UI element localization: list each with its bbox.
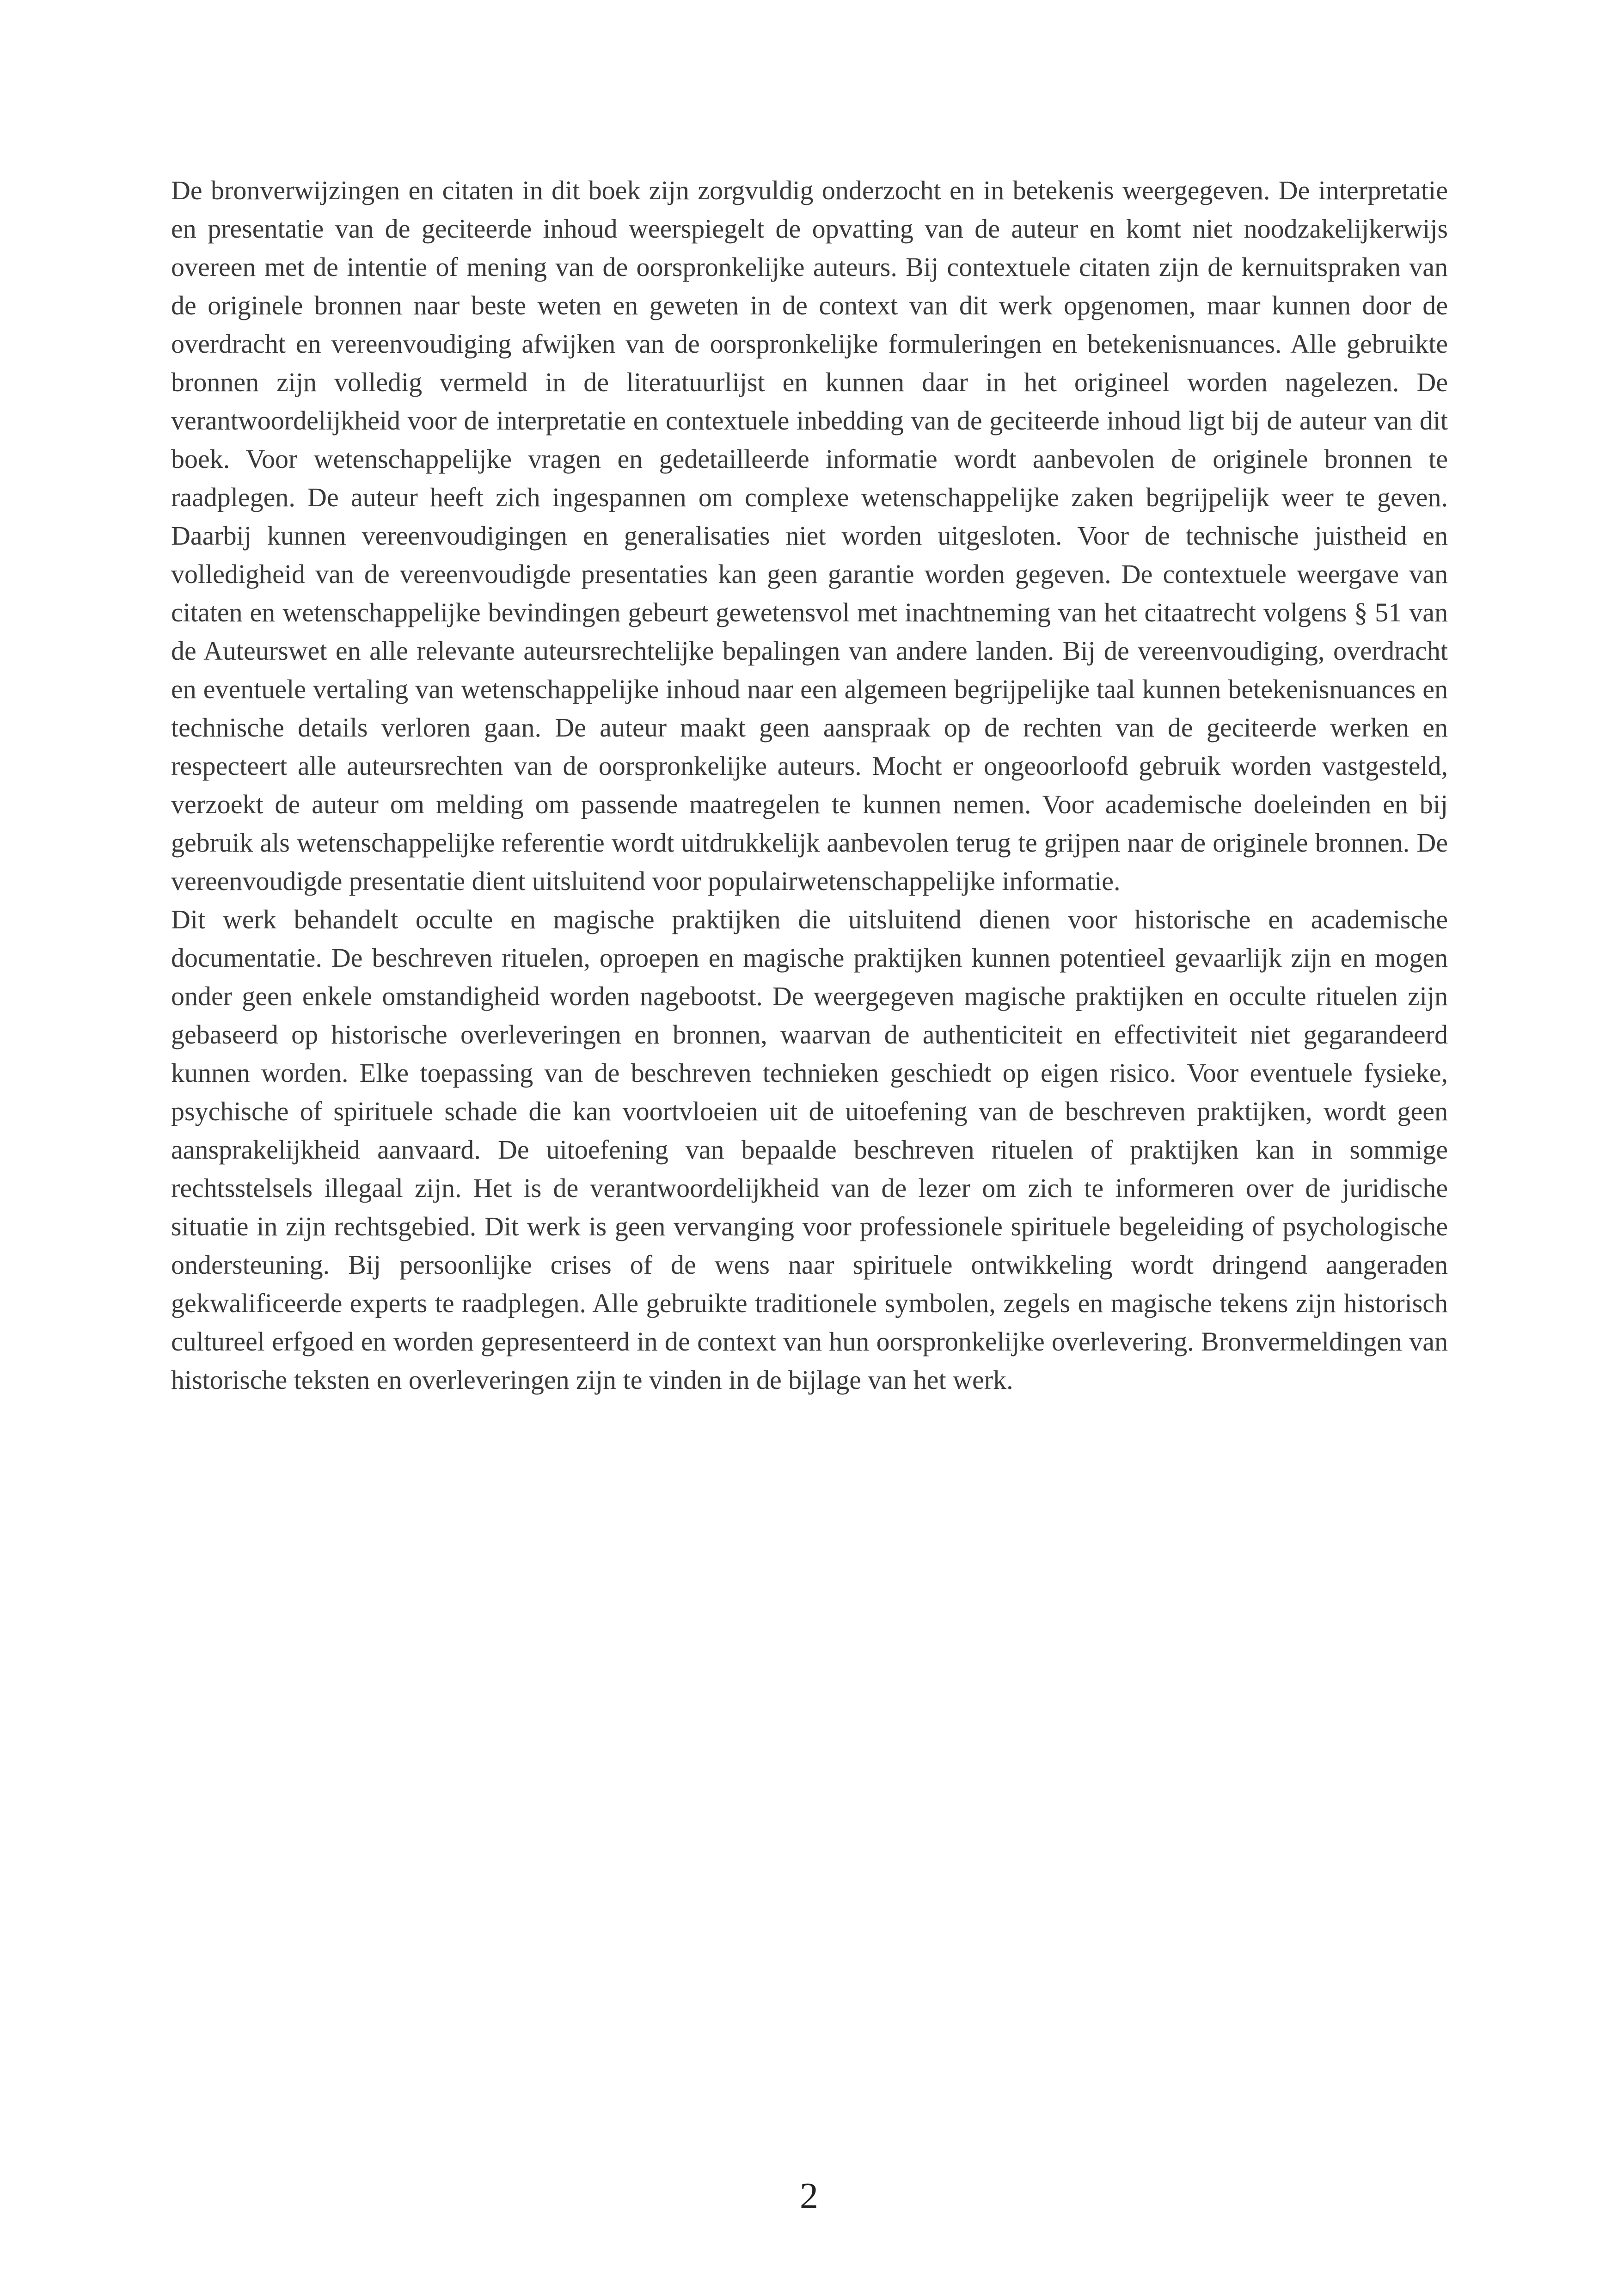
body-text <box>171 171 1448 1399</box>
paragraph-sources-disclaimer: De bronverwijzingen en citaten in dit boek zijn zorgvuldig onderzocht en in betekenis weergegeven. De interpretatie en presentatie van de geciteerde inhoud weerspiegelt de opvatting van de auteur en komt niet noodzakelijkerwijs overeen met de intentie of mening van de oorspronkelijke auteurs. Bij contextuele citaten zijn de kernuitspraken van de originele bronnen naar beste weten en geweten in de context van dit werk opgenomen, maar kunnen door de overdracht en vereenvoudiging afwijken van de oorspronkelijke formuleringen en betekenisnuances. Alle gebruikte bronnen zijn volledig vermeld in de literatuurlijst en kunnen daar in het origineel worden nagelezen. De verantwoordelijkheid voor de interpretatie en contextuele inbedding van de geciteerde inhoud ligt bij de auteur van dit boek. Voor wetenschappelijke vragen en gedetailleerde informatie wordt aanbevolen de originele bronnen te raadplegen. De auteur heeft zich ingespannen om complexe wetenschappelijke zaken begrijpelijk weer te geven. Daarbij kunnen vereenvoudigingen en generalisaties niet worden uitgesloten. Voor de technische juistheid en volledigheid van de vereenvoudigde presentaties kan geen garantie worden gegeven. De contextuele weergave van citaten en wetenschappelijke bevindingen gebeurt gewetensvol met inachtneming van het citaatrecht volgens § 51 van de Auteurswet en alle relevante auteursrechtelijke bepalingen van andere landen. Bij de vereenvoudiging, overdracht en eventuele vertaling van wetenschappelijke inhoud naar een algemeen begrijpelijke taal kunnen betekenisnuances en technische details verloren gaan. De auteur maakt geen aanspraak op de rechten van de geciteerde werken en respecteert alle auteursrechten van de oorspronkelijke auteurs. Mocht er ongeoorloofd gebruik worden vastgesteld, verzoekt de auteur om melding om passende maatregelen te kunnen nemen. Voor academische doeleinden en bij gebruik als wetenschappelijke referentie wordt uitdrukkelijk aanbevolen terug te grijpen naar de originele bronnen. De vereenvoudigde presentatie dient uitsluitend voor populairwetenschappelijke informatie. <box>171 175 1448 896</box>
page-number: 2 <box>800 2176 818 2216</box>
paragraph-occult-disclaimer: Dit werk behandelt occulte en magische praktijken die uitsluitend dienen voor historische en academische documentatie. De beschreven rituelen, oproepen en magische praktijken kunnen potentieel gevaarlijk zijn en mogen onder geen enkele omstandigheid worden nagebootst. De weergegeven magische praktijken en occulte rituelen zijn gebaseerd op historische overleveringen en bronnen, waarvan de authenticiteit en effectiviteit niet gegarandeerd kunnen worden. Elke toepassing van de beschreven technieken geschiedt op eigen risico. Voor eventuele fysieke, psychische of spirituele schade die kan voortvloeien uit de uitoefening van de beschreven praktijken, wordt geen aansprakelijkheid aanvaard. De uitoefening van bepaalde beschreven rituelen of praktijken kan in sommige rechtsstelsels illegaal zijn. Het is de verantwoordelijkheid van de lezer om zich te informeren over de juridische situatie in zijn rechtsgebied. Dit werk is geen vervanging voor professionele spirituele begeleiding of psychologische ondersteuning. Bij persoonlijke crises of de wens naar spirituele ontwikkeling wordt dringend aangeraden gekwalificeerde experts te raadplegen. Alle gebruikte traditionele symbolen, zegels en magische tekens zijn historisch cultureel erfgoed en worden gepresenteerd in de context van hun oorspronkelijke overlevering. Bronvermeldingen van historische teksten en overleveringen zijn te vinden in de bijlage van het werk. <box>171 904 1448 1395</box>
